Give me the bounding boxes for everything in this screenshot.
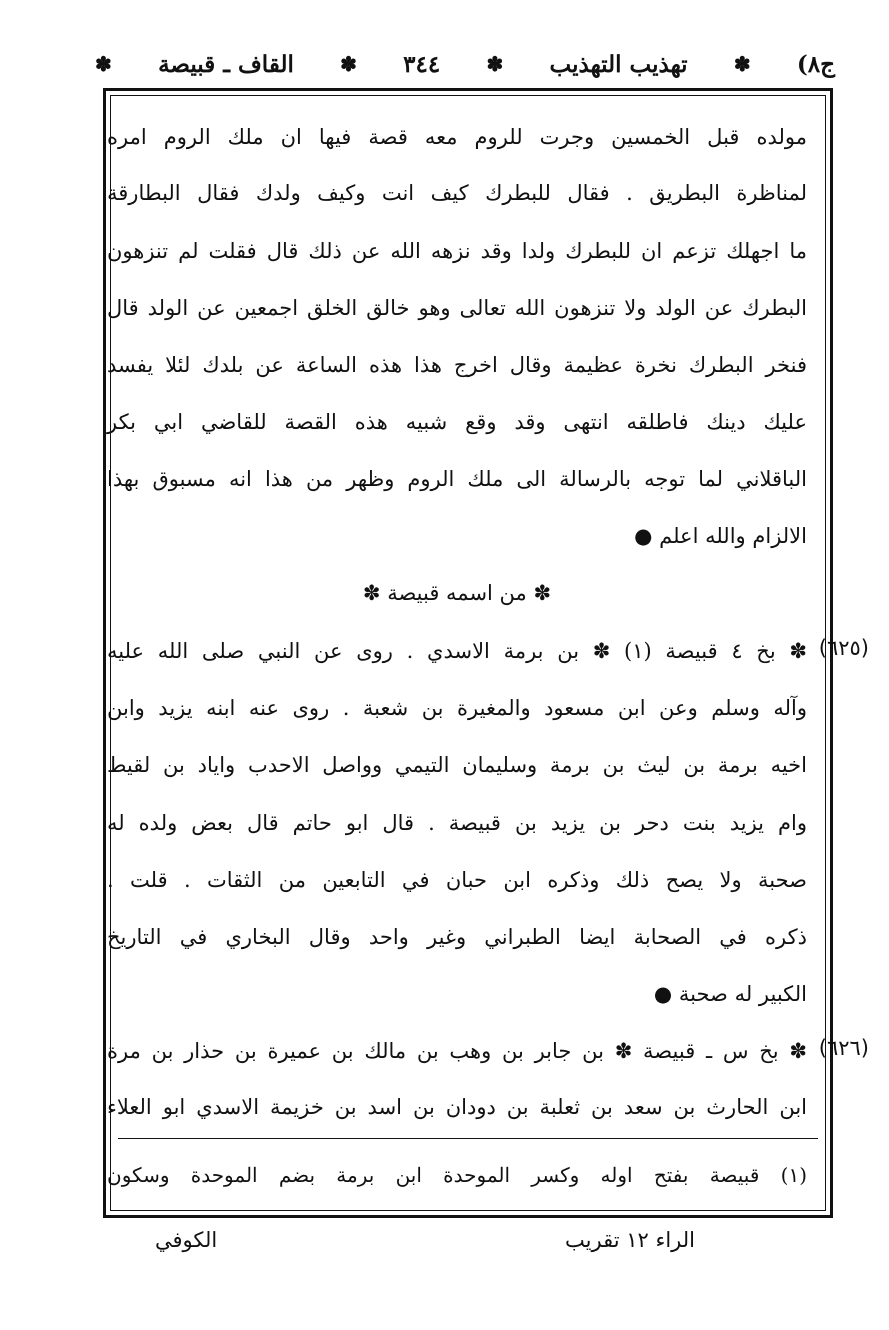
footnote: (١) قبيصة بفتح اوله وكسر الموحدة ابن برمة بضم الموحدة وسكون [107,1163,807,1187]
catchword-left: الكوفي [155,1228,218,1252]
text-line: صحبة ولا يصح ذلك وذكره ابن حبان في التابعين من الثقات . قلت . [107,868,807,892]
footnote-divider [118,1138,818,1139]
book-title: تهذيب التهذيب [549,50,688,78]
section-title: ✽ من اسمه قبيصة ✽ [362,581,552,605]
text-line: ما اجهلك تزعم ان للبطرك ولدا وقد نزهه الله عن ذلك قال فقلت لم تنزهون [107,239,807,263]
text-line: وآله وسلم وعن ابن مسعود والمغيرة بن شعبة . روى عنه ابنه يزيد وابن [107,696,807,720]
ornament-icon: ✽ [486,52,504,76]
text-line: فنخر البطرك نخرة عظيمة وقال اخرج هذا هذه الساعة عن بلدك لئلا يفسد [107,353,807,377]
volume-number: ج٨) [796,50,835,78]
catchword-right: الراء ١٢ تقريب [565,1228,695,1252]
text-line: الالزام والله اعلم ● [634,524,807,548]
text-line: الباقلاني لما توجه بالرسالة الى ملك الروم وظهر من هذا انه مسبوق بهذا [107,467,807,491]
text-line: البطرك عن الولد ولا تنزهون الله تعالى وهو خالق الخلق اجمعين عن الولد قال [107,296,807,320]
section-heading: القاف ـ قبيصة [158,50,294,78]
text-line: عليك دينك فاطلقه انتهى وقد وقع شبيه هذه القصة للقاضي ابي بكر [107,410,807,434]
ornament-icon: ✽ [95,52,112,76]
text-line: الكبير له صحبة ● [653,982,807,1006]
text-line: اخيه برمة بن ليث بن برمة وسليمان التيمي وواصل الاحدب واياد بن لقيط [107,753,807,777]
text-line: ✽ بخ ٤ قبيصة (١) ✽ بن برمة الاسدي . روى عن النبي صلى الله عليه [107,639,807,663]
text-line: ابن الحارث بن سعد بن ثعلبة بن دودان بن اسد بن خزيمة الاسدي ابو العلاء [107,1095,807,1119]
ornament-icon: ✽ [340,52,357,76]
page-number: ٣٤٤ [403,50,441,78]
text-line: ✽ بخ س ـ قبيصة ✽ بن جابر بن وهب بن مالك بن عميرة بن حذار بن مرة [107,1039,807,1063]
text-line: مولده قبل الخمسين وجرت للروم معه قصة فيها ان ملك الروم امره [107,125,807,149]
text-line: لمناظرة البطريق . فقال للبطرك كيف انت وكيف ولدك فقال البطارقة [107,181,807,205]
entry-number: (٦٢٦) [818,1036,869,1060]
text-line: وام يزيد بنت دحر بن يزيد بن قبيصة . قال ابو حاتم قال بعض ولده له [107,811,807,835]
text-line: ذكره في الصحابة ايضا الطبراني وغير واحد وقال البخاري في التاريخ [107,925,807,949]
page-footer [95,1228,835,1268]
ornament-icon: ✽ [733,52,751,76]
page-header [95,40,835,88]
entry-number: (٦٢٥) [818,636,869,660]
